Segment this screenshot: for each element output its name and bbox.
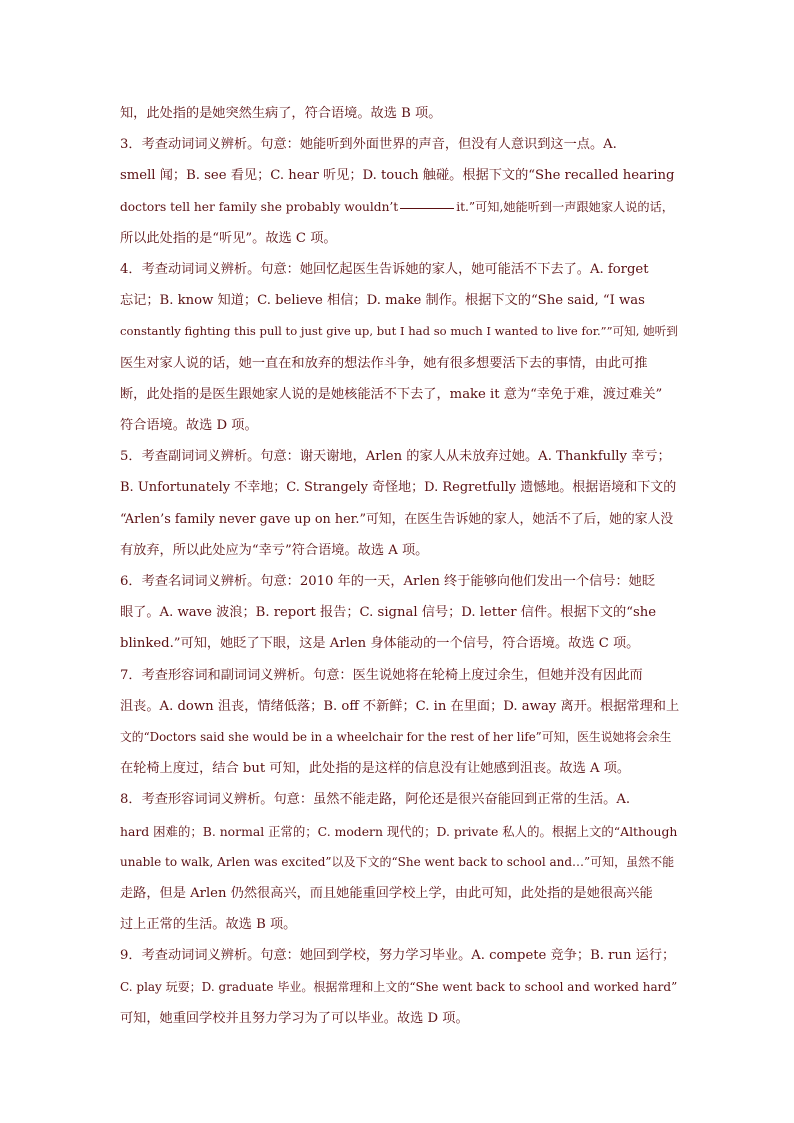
text-line: C. play 玩耍；D. graduate 毕业。根据常理和上文的“She went back to school and worked hard” [120,979,678,994]
text-line: unable to walk, Arlen was excited”以及下文的“She went back to school and…”可知，虽然不能 [120,854,675,869]
text-line: constantly fighting this pull to just give up, but I had so much I wanted to live for.””可知, 她听到 [120,324,678,339]
text-line: 过上正常的生活。故选 B 项。 [120,917,297,933]
text-line: 沮丧。A. down 沮丧，情绪低落；B. off 不新鲜；C. in 在里面；D. away 离开。根据常理和上 [120,698,680,714]
text-line: 医生对家人说的话，她一直在和放弃的想法作斗争，她有很多想要活下去的事情，由此可推 [120,355,648,371]
text-line: 有放弃，所以此处应为“幸亏”符合语境。故选 A 项。 [120,542,429,558]
text-line: “Arlen’s family never gave up on her.”可知，在医生告诉她的家人，她活不了后，她的家人没 [120,511,674,527]
text-line: blinked.”可知，她眨了下眼，这是 Arlen 身体能动的一个信号，符合语境。故选 C 项。 [120,636,640,652]
text-fragment: it.”可知,她能听到一声跟她家人说的话， [456,199,674,214]
text-line: 7．考查形容词和副词词义辨析。句意：医生说她将在轮椅上度过余生，但她并没有因此而 [120,667,643,683]
text-line: 忘记；B. know 知道；C. believe 相信；D. make 制作。根据下文的“She said, “I was [120,293,645,309]
text-line: 断，此处指的是医生跟她家人说的是她核能活不下去了，make it 意为“幸免于难，渡过难关” [120,386,663,402]
text-line: 5．考查副词词义辨析。句意：谢天谢地，Arlen 的家人从未放弃过她。A. Thankfully 幸亏； [120,449,671,465]
answer-explanation-text [120,98,680,1034]
text-line: hard 困难的；B. normal 正常的；C. modern 现代的；D. private 私人的。根据上文的“Although [120,823,678,839]
text-line: 眼了。A. wave 波浪；B. report 报告；C. signal 信号；D. letter 信件。根据下文的“she [120,605,657,621]
text-line: 6．考查名词词义辨析。句意：2010 年的一天，Arlen 终于能够向他们发出一个信号：她眨 [120,574,656,590]
text-line: 在轮椅上度过，结合 but 可知，此处指的是这样的信息没有让她感到沮丧。故选 A 项。 [120,761,631,777]
text-line: 4．考查动词词义辨析。句意：她回忆起医生告诉她的家人，她可能活不下去了。A. forget [120,262,649,278]
text-line: smell 闻；B. see 看见；C. hear 听见；D. touch 触碰。根据下文的“She recalled hearing [120,168,675,184]
text-line: 3．考查动词词义辨析。句意：她能听到外面世界的声音，但没有人意识到这一点。A. [120,137,617,153]
text-line: 所以此处指的是“听见”。故选 C 项。 [120,230,337,246]
text-line: 符合语境。故选 D 项。 [120,418,258,434]
text-fragment: doctors tell her family she probably wouldn’t [120,199,399,214]
text-line: 8．考查形容词词义辨析。句意：虽然不能走路，阿伦还是很兴奋能回到正常的生活。A. [120,792,631,808]
fill-in-blank [400,207,454,209]
text-line-with-blank [120,192,680,223]
text-line: B. Unfortunately 不幸地；C. Strangely 奇怪地；D. Regretfully 遗憾地。根据语境和下文的 [120,480,677,496]
text-line: 9．考查动词词义辨析。句意：她回到学校，努力学习毕业。A. compete 竞争；B. run 运行； [120,948,676,964]
text-line: 知，此处指的是她突然生病了，符合语境。故选 B 项。 [120,106,442,121]
text-line: 文的“Doctors said she would be in a wheelchair for the rest of her life”可知，医生说她将会余生 [120,730,672,745]
text-line: 走路，但是 Arlen 仍然很高兴，而且她能重回学校上学，由此可知，此处指的是她很高兴能 [120,886,653,902]
text-line: 可知，她重回学校并且努力学习为了可以毕业。故选 D 项。 [120,1010,469,1026]
